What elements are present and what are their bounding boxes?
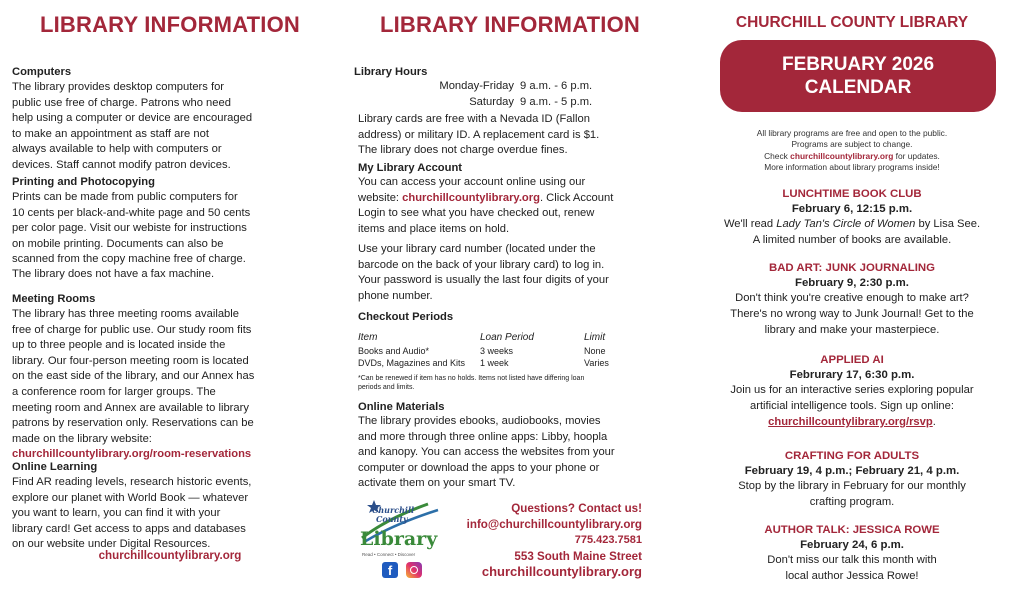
panel-library-info-1: [0, 0, 340, 610]
logo-library-word: Library: [360, 528, 438, 550]
hours-time: 9 a.m. - 5 p.m.: [520, 96, 593, 108]
column-header: Item: [358, 332, 378, 343]
room-reservations-link[interactable]: churchillcountylibrary.org/room-reservations: [12, 448, 252, 461]
event-date: February 19, 4 p.m.; February 21, 4 p.m.: [744, 465, 960, 477]
online-materials-text: The library provides ebooks, audiobooks, movies and more through three online apps: Libby, hoopla and kanopy. You can access the websites from your computer or download the apps to your phone or activate them on your smart TV.: [358, 415, 615, 490]
hours-day: Monday-Friday: [439, 80, 514, 92]
event-bad-art: [680, 262, 1024, 338]
printing-text: Prints can be made from public computers for 10 cents per black-and-white page and 50 cents per color page. Visit our webiste for instructions on mobile printing. Documents can also be scanned from the copy machine free of charge.: [12, 191, 251, 266]
event-description: Don't think you're creative enough to make art? There's no wrong way to Junk Journal! Get to the library and make your masterpiece.: [730, 292, 974, 336]
event-date: Februrary 17, 6:30 p.m.: [789, 369, 915, 381]
printing-heading: Printing and Photocopying: [12, 176, 155, 188]
event-applied-ai: [680, 354, 1024, 430]
contact-website[interactable]: churchillcountylibrary.org: [481, 564, 642, 579]
event-author-talk: [680, 524, 1024, 584]
hours-heading: Library Hours: [354, 66, 428, 78]
library-logo: [358, 498, 444, 588]
event-description: Stop by the library in February for our monthly crafting program.: [738, 480, 966, 508]
event-date: February 6, 12:15 p.m.: [791, 203, 913, 215]
checkout-footnote: *Can be renewed if item has no holds. Items not listed have differing loan periods and limits.: [358, 375, 585, 391]
table-row: DVDs, Magazines and Kits 1 week Varies: [358, 358, 609, 368]
computers-heading: Computers: [12, 66, 72, 78]
account-heading: My Library Account: [358, 162, 463, 174]
table-row: Books and Audio* 3 weeks None: [358, 346, 606, 356]
event-title: BAD ART: JUNK JOURNALING: [768, 262, 935, 274]
panel-title: LIBRARY INFORMATION: [379, 12, 641, 37]
account-website-link[interactable]: churchillcountylibrary.org: [402, 191, 540, 204]
online-learning-text: Find AR reading levels, research historic events, explore our planet with World Book — whatever you want to learn, you can find it with your library card! Get access to apps and databases on our website under Digital Resources.: [12, 476, 252, 551]
column-header: Loan Period: [480, 332, 534, 343]
contact-phone[interactable]: 775.423.7581: [574, 534, 642, 546]
logo-county-text: Churchill County: [372, 505, 415, 524]
instagram-icon[interactable]: [406, 562, 422, 578]
contact-email[interactable]: info@churchillcountylibrary.org: [466, 518, 642, 531]
online-materials-heading: Online Materials: [358, 401, 445, 413]
table-header-row: [358, 331, 609, 345]
calendar-intro: All library programs are free and open to the public. Programs are subject to change. Check churchillcountylibrary.org for updates. More information about library programs inside!: [756, 128, 948, 173]
event-description: We'll read Lady Tan's Circle of Women by Lisa See. A limited number of books are available.: [723, 218, 981, 246]
event-title: CRAFTING FOR ADULTS: [784, 450, 920, 462]
library-name-title: CHURCHILL COUNTY LIBRARY: [735, 14, 969, 31]
meeting-heading: Meeting Rooms: [12, 293, 96, 305]
hours-time: 9 a.m. - 6 p.m.: [520, 80, 593, 92]
hours-day: Saturday: [469, 96, 514, 108]
online-learning-heading: Online Learning: [12, 461, 98, 473]
facebook-icon[interactable]: f: [382, 562, 398, 578]
checkout-heading: Checkout Periods: [358, 311, 454, 323]
account-text: You can access your account online using our website: churchillcountylibrary.org. Click Account Login to see what you have checked out, renew items and place items on hold.: [358, 176, 614, 235]
event-crafting: [680, 450, 1024, 510]
event-title: APPLIED AI: [820, 354, 884, 366]
event-description: Join us for an interactive series exploring popular artificial intelligence tools. Sign up online: churchillcountylibrary.org/rsvp.: [730, 384, 974, 428]
login-text: Use your library card number (located under the barcode on the back of your library card) to log in. Your password is usually the last four digits of your phone number.: [358, 243, 609, 302]
contact-heading: Questions? Contact us!: [511, 502, 642, 515]
event-description: Don't miss our talk this month with local author Jessica Rowe!: [767, 554, 937, 582]
column-header: Limit: [584, 332, 606, 343]
fax-note: The library does not have a fax machine.: [12, 268, 215, 280]
website-link[interactable]: churchillcountylibrary.org: [98, 549, 242, 562]
panel-calendar: [680, 0, 1024, 610]
panel-title: LIBRARY INFORMATION: [39, 12, 301, 37]
meeting-text: The library has three meeting rooms available free of charge for public use. Our study room fits up to three people and is located inside the library. Our four-person meeting room is located on the east side of the library, and our Annex has a conference room for larger groups. The meeting room and Annex are available to library patrons by reservation only. Reservations can be made on the library website: churchillcountylibrary.org/room-reservations: [12, 307, 334, 463]
logo-tagline: Read • Connect • Discover: [362, 552, 416, 557]
checkout-table: [358, 331, 609, 369]
calendar-banner: FEBRUARY 2026 CALENDAR: [720, 40, 996, 112]
library-card-text: Library cards are free with a Nevada ID (Fallon address) or military ID. A replacement card is $1. The library does not charge overdue fines.: [358, 113, 600, 157]
rsvp-link[interactable]: churchillcountylibrary.org/rsvp: [768, 416, 933, 428]
contact-address: 553 South Maine Street: [514, 550, 642, 563]
event-date: February 24, 6 p.m.: [800, 539, 904, 551]
event-title: LUNCHTIME BOOK CLUB: [782, 188, 922, 200]
event-book-club: [680, 188, 1024, 248]
computers-text: The library provides desktop computers for public use free of charge. Patrons who need help using a computer or device are encouraged to make an appointment as staff are not always available to help with computers or devices. Staff cannot modify patron devices.: [12, 81, 253, 171]
event-title: AUTHOR TALK: JESSICA ROWE: [764, 524, 940, 536]
updates-link[interactable]: churchillcountylibrary.org: [790, 150, 894, 161]
event-date: February 9, 2:30 p.m.: [795, 277, 909, 289]
panel-library-info-2: [340, 0, 680, 610]
